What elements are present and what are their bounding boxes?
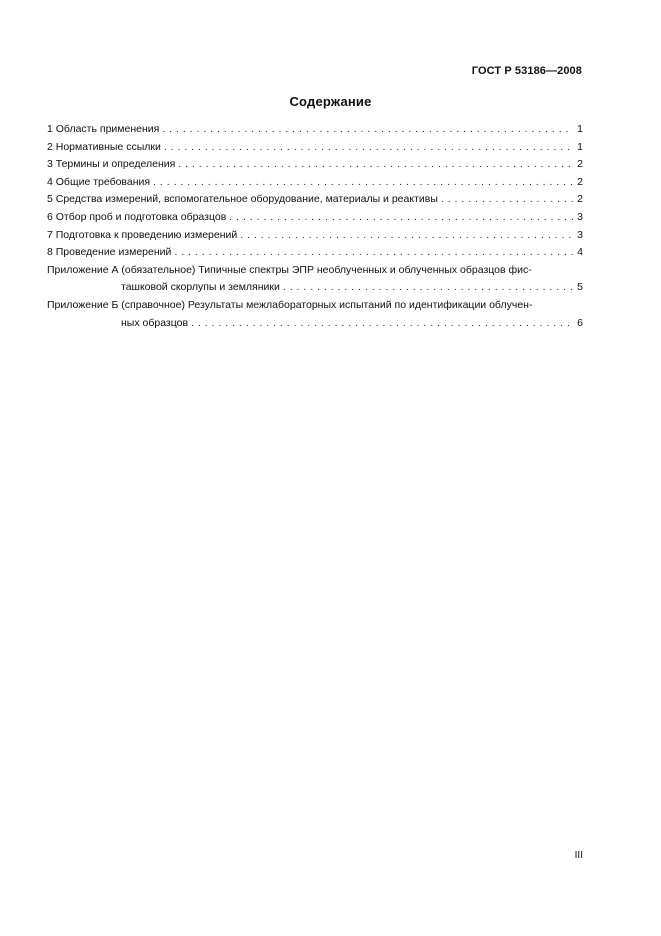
appendix-continuation xyxy=(47,315,583,333)
page-number: III xyxy=(574,850,583,861)
toc-entry-label: 2 Нормативные ссылки xyxy=(47,140,161,153)
toc-entry-2[interactable] xyxy=(47,139,583,157)
toc-entry-3[interactable] xyxy=(47,156,583,174)
dot-leader xyxy=(229,209,573,227)
document-code: ГОСТ Р 53186—2008 xyxy=(471,65,582,77)
dot-leader xyxy=(441,191,573,209)
toc-entry-label: 3 Термины и определения xyxy=(47,158,176,171)
dot-leader xyxy=(174,244,573,262)
toc-entry-7[interactable] xyxy=(47,227,583,245)
appendix-continuation xyxy=(47,279,583,297)
appendix-continuation-label: ных образцов xyxy=(121,316,189,329)
toc-entry-6[interactable] xyxy=(47,209,583,227)
dot-leader xyxy=(283,279,573,297)
toc-title: Содержание xyxy=(289,94,372,109)
toc-entry-4[interactable] xyxy=(47,174,583,192)
toc-entry-page: 2 xyxy=(577,175,583,188)
appendix-title-line: Приложение А (обязательное) Типичные спектры ЭПР необлученных и облученных образцов фис- xyxy=(47,263,532,276)
toc-entry-page: 1 xyxy=(577,140,583,153)
toc-entry-page: 2 xyxy=(577,158,583,171)
toc-entry-label: 7 Подготовка к проведению измерений xyxy=(47,228,238,241)
toc-appendix-a[interactable] xyxy=(47,262,583,297)
toc-entry-8[interactable] xyxy=(47,244,583,262)
toc-entry-label: 6 Отбор проб и подготовка образцов xyxy=(47,210,227,223)
toc-entry-page: 1 xyxy=(577,123,583,135)
toc-entry-page: 2 xyxy=(577,193,583,206)
appendix-title-line: Приложение Б (справочное) Результаты межлабораторных испытаний по идентификации облучен- xyxy=(47,298,533,311)
table-of-contents xyxy=(47,121,583,332)
toc-entry-label: 1 Область применения xyxy=(47,123,160,135)
toc-entry-1[interactable] xyxy=(47,121,583,139)
toc-entry-page: 3 xyxy=(577,210,583,223)
dot-leader xyxy=(162,121,573,139)
dot-leader xyxy=(178,156,573,174)
dot-leader xyxy=(153,174,573,192)
toc-entry-page: 4 xyxy=(577,246,583,259)
toc-entry-5[interactable] xyxy=(47,191,583,209)
appendix-continuation-label: ташковой скорлупы и земляники xyxy=(121,281,280,294)
dot-leader xyxy=(191,315,573,333)
toc-entry-label: 5 Средства измерений, вспомогательное оборудование, материалы и реактивы xyxy=(47,193,438,206)
toc-entry-page: 5 xyxy=(577,281,583,294)
toc-entry-page: 6 xyxy=(577,316,583,329)
dot-leader xyxy=(240,227,573,245)
toc-entry-label: 8 Проведение измерений xyxy=(47,246,172,259)
toc-appendix-b[interactable] xyxy=(47,297,583,332)
dot-leader xyxy=(164,139,573,157)
toc-entry-label: 4 Общие требования xyxy=(47,175,151,188)
toc-entry-page: 3 xyxy=(577,228,583,241)
